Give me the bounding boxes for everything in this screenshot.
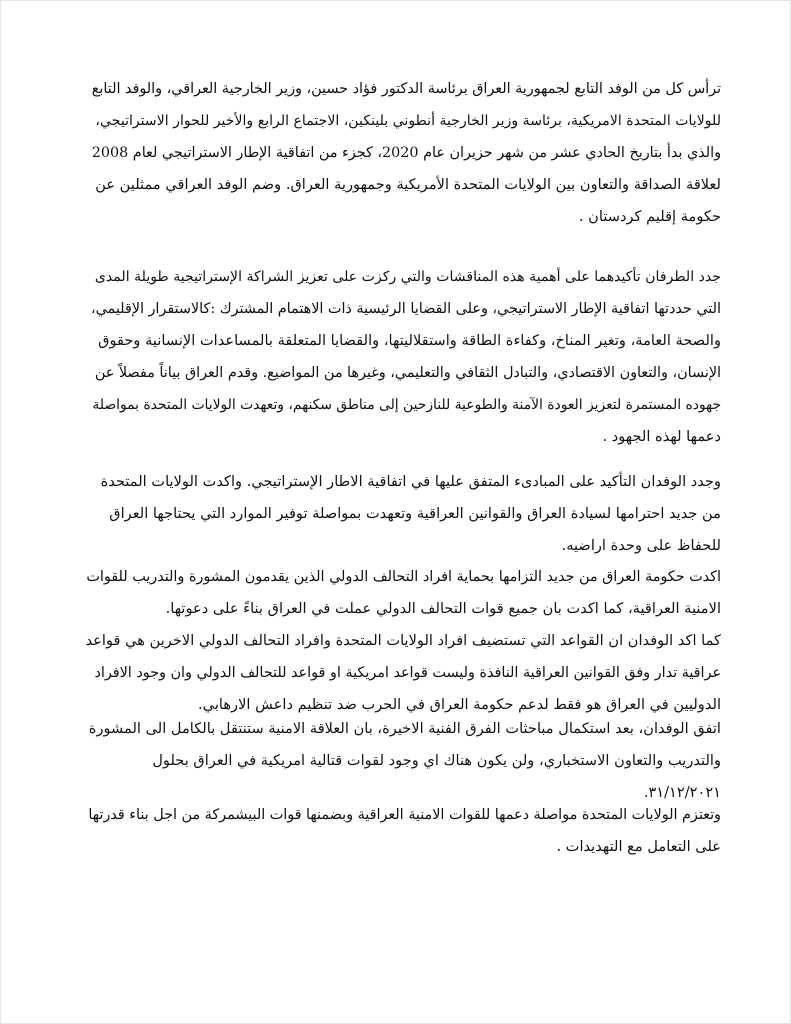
- paragraph-line: جهوده المستمرة لتعزيز العودة الآمنة والطوعية للنازحين إلى مناطق سكنهم، وتعهدت الولايات المتحدة بمواصلة: [92, 397, 721, 413]
- paragraph-line: حكومة إقليم كردستان .: [578, 208, 721, 225]
- paragraph-line: على التعامل مع التهديدات .: [556, 838, 721, 855]
- paragraph-line: والذي بدأ بتاريخ الحادي عشر من شهر حزيران عام 2020، كجزء من اتفاقية الإطار الاستراتيجي لعام 2008: [91, 145, 721, 161]
- paragraph-line: للولايات المتحدة الامريكية، برئاسة وزير الخارجية أنطوني بلينكين، الاجتماع الرابع والأخير للحوار الاستراتيجي،: [95, 113, 721, 129]
- paragraph-security-transition: [85, 713, 721, 809]
- transition-date: ٣١/١٢/٢٠٢١.: [643, 784, 721, 801]
- paragraph-line: الإنسان، والتعاون الاقتصادي، والتبادل الثقافي والتعليمي، وغيرها من المواضيع. وقدم العراق بياناً مفصلاً عن: [94, 365, 721, 381]
- paragraph-line: ترأس كل من الوفد التابع لجمهورية العراق برئاسة الدكتور فؤاد حسين، وزير الخارجية العراقي، والوفد التابع: [91, 81, 721, 97]
- paragraph-line: دعمها لهذه الجهود .: [602, 428, 721, 445]
- paragraph-line: والتدريب والتعاون الاستخباري، ولن يكون هناك اي وجود لقوات قتالية امريكية في العراق بحلول: [152, 752, 721, 769]
- paragraph-sovereignty: [85, 466, 721, 562]
- paragraph-line: وتعتزم الولايات المتحدة مواصلة دعمها للقوات الامنية العراقية وبضمنها قوات البيشمركة من اجل بناء قدرتها: [88, 807, 721, 823]
- paragraph-line: والصحة العامة، وتغير المناخ، وكفاءة الطاقة واستقلاليتها، والقضايا المتعلقة بالمساعدات الإنسانية وحقوق: [98, 332, 721, 349]
- paragraph-line: عراقية تدار وفق القوانين العراقية النافذة وليست قواعد امريكية او قواعد للتحالف الدولي وان وجود الافراد: [94, 665, 721, 681]
- paragraph-line: اتفق الوفدان، بعد استكمال مباحثات الفرق الفنية الاخيرة، بان العلاقة الامنية ستنتقل بالكامل الى المشورة: [88, 720, 721, 737]
- paragraph-strategic-dialogue-intro: [85, 73, 721, 233]
- paragraph-continued-support: [85, 799, 721, 863]
- paragraph-line: جدد الطرفان تأكيدهما على أهمية هذه المناقشات والتي ركزت على تعزيز الشراكة الإستراتيجية طويلة المدى: [94, 269, 721, 285]
- paragraph-iraqi-bases: [85, 625, 721, 721]
- paragraph-line: اكدت حكومة العراق من جديد التزامها بحماية افراد التحالف الدولي الذين يقدمون المشورة والتدريب للقوات: [86, 569, 721, 585]
- paragraph-coalition-protection: [85, 561, 721, 625]
- paragraph-line: وجدد الوفدان التأكيد على المبادىء المتفق عليها في اتفاقية الاطار الإستراتيجي. واكدت الولايات المتحدة: [100, 473, 721, 490]
- paragraph-line: التي حددتها اتفاقية الإطار الاستراتيجي، وعلى القضايا الرئيسية ذات الاهتمام المشترك :كالاستقرار الإقليمي،: [90, 301, 721, 317]
- paragraph-line: لعلاقة الصداقة والتعاون بين الولايات المتحدة الأمريكية وجمهورية العراق. وضم الوفد العراقي ممثلين عن: [95, 176, 721, 193]
- paragraph-line: للحفاظ على وحدة اراضيه.: [561, 537, 721, 554]
- paragraph-line: كما اكد الوفدان ان القواعد التي تستضيف افراد الولايات المتحدة وافراد التحالف الدولي الاخرين هي قواعد: [85, 632, 721, 649]
- paragraph-partnership-topics: [85, 261, 721, 453]
- paragraph-line: من جديد احترامها لسيادة العراق والقوانين العراقية وتعهدت بمواصلة توفير الموارد التي يحتاجها العراق: [109, 505, 721, 522]
- paragraph-line: الامنية العراقية، كما اكدت بان جميع قوات التحالف الدولي عملت في العراق بناءً على دعوتها.: [165, 600, 721, 617]
- paragraph-line: الدوليين في العراق هو فقط لدعم حكومة العراق في الحرب ضد تنظيم داعش الارهابي.: [198, 696, 721, 713]
